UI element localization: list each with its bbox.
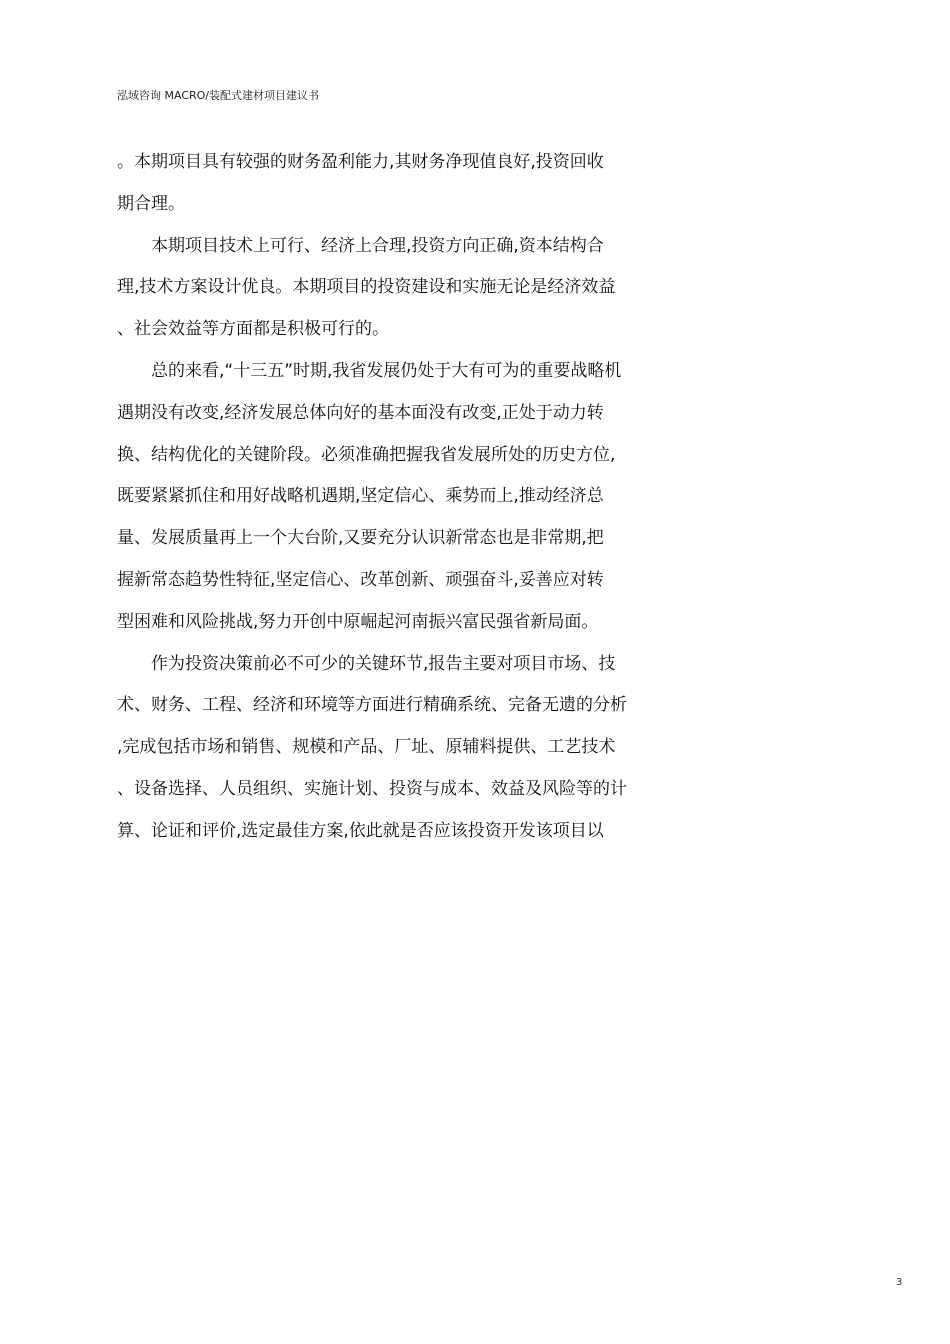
page-header: 泓域咨询 MACRO/装配式建材项目建议书 bbox=[117, 89, 320, 102]
text-line: 算、论证和评价,选定最佳方案,依此就是否应该投资开发该项目以 bbox=[117, 820, 604, 841]
text-line: 总的来看,“十三五”时期,我省发展仍处于大有可为的重要战略机 bbox=[151, 360, 622, 381]
text-line: 遇期没有改变,经济发展总体向好的基本面没有改变,正处于动力转 bbox=[117, 402, 604, 423]
text-line: 换、结构优化的关键阶段。必须准确把握我省发展所处的历史方位, bbox=[117, 444, 616, 465]
text-line: 型困难和风险挑战,努力开创中原崛起河南振兴富民强省新局面。 bbox=[117, 611, 599, 632]
document-body bbox=[117, 142, 677, 853]
text-line: 握新常态趋势性特征,坚定信心、改革创新、顽强奋斗,妥善应对转 bbox=[117, 569, 604, 590]
text-line: 、设备选择、人员组织、实施计划、投资与成本、效益及风险等的计 bbox=[117, 778, 627, 799]
text-line: 、社会效益等方面都是积极可行的。 bbox=[117, 319, 389, 340]
text-line: 期合理。 bbox=[117, 193, 185, 214]
page-number: 3 bbox=[896, 1277, 903, 1288]
text-line: 本期项目技术上可行、经济上合理,投资方向正确,资本结构合 bbox=[151, 235, 604, 256]
text-line: 量、发展质量再上一个大台阶,又要充分认识新常态也是非常期,把 bbox=[117, 528, 604, 549]
text-line: 。本期项目具有较强的财务盈利能力,其财务净现值良好,投资回收 bbox=[117, 152, 604, 172]
text-line: ,完成包括市场和销售、规模和产品、厂址、原辅料提供、工艺技术 bbox=[117, 737, 616, 758]
text-line: 作为投资决策前必不可少的关键环节,报告主要对项目市场、技 bbox=[151, 653, 616, 674]
text-line: 既要紧紧抓住和用好战略机遇期,坚定信心、乘势而上,推动经济总 bbox=[117, 486, 604, 507]
text-line: 理,技术方案设计优良。本期项目的投资建设和实施无论是经济效益 bbox=[117, 277, 616, 298]
text-line: 术、财务、工程、经济和环境等方面进行精确系统、完备无遗的分析 bbox=[117, 695, 627, 716]
